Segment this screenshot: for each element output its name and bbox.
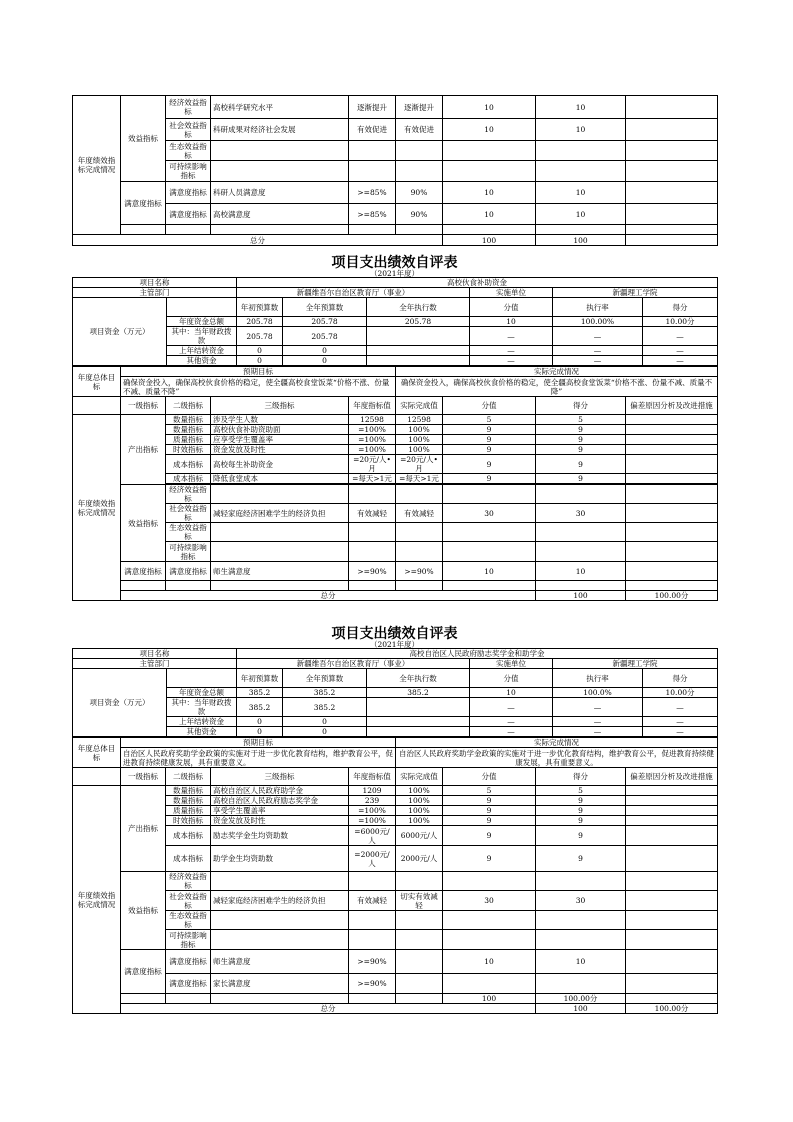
perf-label: 年度绩效指标完成情况 — [73, 786, 121, 1014]
table2-goal — [72, 366, 718, 397]
project-name-label: 项目名称 — [73, 278, 237, 288]
ind-h6: 分值 — [443, 397, 536, 415]
h-exec: 全年执行数 — [367, 669, 470, 688]
target-value: =100% — [349, 445, 396, 455]
ind-h4: 年度指标值 — [349, 397, 396, 415]
table3-indicators — [72, 767, 718, 1014]
score: 9 — [443, 474, 536, 484]
score: 10 — [443, 119, 536, 141]
actual-value: 逐渐提升 — [396, 96, 443, 119]
expected-goal: 自治区人民政府奖助学金政策的实施对于进一步优化教育结构，维护教育公平，促进教育持续健康发展，具有重要意义。 — [121, 748, 396, 768]
target-value: 有效促进 — [349, 119, 396, 141]
ind-h2: 二级指标 — [166, 397, 211, 415]
fund-label: 项目资金（万元） — [73, 298, 167, 366]
total-score: 100 — [536, 1004, 626, 1014]
fund-got: — — [643, 727, 718, 737]
table3-header — [72, 648, 718, 737]
got-score: 10 — [536, 119, 626, 141]
target-value: =6000元/人 — [349, 826, 396, 846]
target-value: =20元/人•月 — [349, 455, 396, 474]
total-label: 总分 — [121, 591, 536, 601]
dept: 新疆维吾尔自治区教育厅（事业） — [237, 288, 470, 298]
score: 9 — [443, 455, 536, 474]
actual-value: 100% — [396, 445, 443, 455]
total-got: 100 — [536, 235, 626, 246]
table2-year: （2021年度） — [369, 269, 420, 278]
unit: 新疆理工学院 — [553, 659, 718, 669]
indicator-l2: 生态效益指标 — [166, 911, 211, 930]
fund-full: 0 — [283, 346, 367, 356]
fund-score: 10 — [470, 688, 553, 698]
h-got: 得分 — [643, 669, 718, 688]
fund-row-label: 其中：当年财政拨款 — [167, 327, 237, 346]
target-value: 1209 — [349, 786, 396, 796]
table3-goal — [72, 737, 718, 768]
indicator-l2: 数量指标 — [166, 425, 211, 435]
h-score: 分值 — [470, 669, 553, 688]
h-initial: 年初预算数 — [237, 669, 283, 688]
score: 9 — [443, 806, 536, 816]
fund-score: — — [470, 346, 553, 356]
total-label: 总分 — [73, 235, 443, 246]
fund-row-label: 年度资金总额 — [167, 688, 237, 698]
score: 10 — [443, 562, 536, 581]
indicator-l3: 降低食堂成本 — [211, 474, 349, 484]
indicator-l3: 减轻家庭经济困难学生的经济负担 — [211, 504, 349, 523]
actual-value: 100% — [396, 796, 443, 806]
target-value: >=90% — [349, 950, 396, 974]
fund-exec: 205.78 — [367, 317, 470, 327]
score: 10 — [443, 950, 536, 974]
indicator-l3: 助学金生均资助数 — [211, 846, 349, 872]
got-score: 9 — [536, 445, 626, 455]
ind-h3: 三级指标 — [211, 768, 349, 786]
indicator-l2: 经济效益指标 — [166, 872, 211, 891]
unit-label: 实施单位 — [470, 288, 553, 298]
fund-exec — [367, 356, 470, 366]
ind-h2: 二级指标 — [166, 768, 211, 786]
fund-row-label: 年度资金总额 — [167, 317, 237, 327]
satisfaction-label: 满意度指标 — [121, 182, 166, 225]
indicator-l2: 社会效益指标 — [166, 504, 211, 523]
got-score: 10 — [536, 562, 626, 581]
project-name: 高校伙食补助资金 — [237, 278, 718, 288]
total-got: 100.00分 — [626, 591, 718, 601]
fund-got: — — [643, 327, 718, 346]
indicator-l2: 成本指标 — [166, 826, 211, 846]
score: 30 — [443, 504, 536, 523]
h-full: 全年预算数 — [283, 298, 367, 317]
deviation — [626, 96, 718, 119]
score: 9 — [443, 826, 536, 846]
dept-label: 主管部门 — [73, 659, 237, 669]
h-full: 全年预算数 — [283, 669, 367, 688]
indicator-l3: 资金发放及时性 — [211, 445, 349, 455]
fund-full: 0 — [283, 727, 367, 737]
score: 5 — [443, 786, 536, 796]
fund-initial: 385.2 — [237, 688, 283, 698]
total-score: 100 — [536, 591, 626, 601]
actual-value: 6000元/人 — [396, 826, 443, 846]
fund-full: 385.2 — [283, 698, 367, 717]
fund-rate: — — [553, 698, 643, 717]
fund-exec: 385.2 — [367, 688, 470, 698]
indicator-l3: 家长满意度 — [211, 974, 349, 994]
actual-value: 90% — [396, 204, 443, 225]
score: 9 — [443, 846, 536, 872]
indicator-l3: 享受学生覆盖率 — [211, 806, 349, 816]
got-score: 9 — [536, 796, 626, 806]
total-label: 总分 — [121, 1004, 536, 1014]
indicator-l2: 经济效益指标 — [166, 485, 211, 504]
fund-exec — [367, 346, 470, 356]
got-score: 30 — [536, 891, 626, 911]
indicator-l2: 生态效益指标 — [166, 523, 211, 542]
top-partial-table — [72, 95, 718, 246]
fund-full: 0 — [283, 717, 367, 727]
fund-got: — — [643, 346, 718, 356]
indicator-l2: 满意度指标 — [166, 182, 211, 204]
total-got: 100.00分 — [626, 1004, 718, 1014]
fund-full: 385.2 — [283, 688, 367, 698]
target-value: 239 — [349, 796, 396, 806]
expected-goal: 确保资金投入，确保高校伙食价格的稳定，使全疆高校食堂饭菜“价格不涨、份量不减、质量不降” — [121, 377, 396, 397]
deviation — [626, 182, 718, 204]
fund-full: 205.78 — [283, 317, 367, 327]
satisfaction-label: 满意度指标 — [121, 562, 166, 581]
score: 5 — [443, 415, 536, 425]
target-value: =100% — [349, 816, 396, 826]
indicator-l3: 高校自治区人民政府励志奖学金 — [211, 796, 349, 806]
indicator-l3: 励志奖学金生均资助数 — [211, 826, 349, 846]
target-value: >=85% — [349, 182, 396, 204]
table2-title: 项目支出绩效自评表 — [331, 255, 458, 271]
indicator-l3: 高校满意度 — [211, 204, 349, 225]
got-score: 9 — [536, 474, 626, 484]
got-score: 10 — [536, 96, 626, 119]
fund-rate: 100.0% — [553, 688, 643, 698]
h-rate: 执行率 — [553, 669, 643, 688]
score: 10 — [443, 182, 536, 204]
indicator-l2: 数量指标 — [166, 796, 211, 806]
fund-exec — [367, 727, 470, 737]
ind-h7: 得分 — [536, 768, 626, 786]
indicator-l3: 科研成果对经济社会发展 — [211, 119, 349, 141]
satisfaction-label: 满意度指标 — [121, 950, 166, 994]
actual-value — [396, 974, 443, 994]
indicator-l2: 满意度指标 — [166, 204, 211, 225]
indicator-l3: 科研人员满意度 — [211, 182, 349, 204]
perf-label: 年度绩效指标完成情况 — [73, 96, 121, 235]
target-value: >=90% — [349, 974, 396, 994]
ind-h8: 偏差原因分析及改进措施 — [626, 397, 718, 415]
ind-h6: 分值 — [443, 768, 536, 786]
got-score: 9 — [536, 846, 626, 872]
ind-h3: 三级指标 — [211, 397, 349, 415]
fund-rate: — — [553, 727, 643, 737]
fund-score: — — [470, 356, 553, 366]
ind-h7: 得分 — [536, 397, 626, 415]
fund-exec — [367, 698, 470, 717]
fund-got: — — [643, 356, 718, 366]
fund-got: — — [643, 698, 718, 717]
indicator-l3: 高校伙食补助资助面 — [211, 425, 349, 435]
got-score — [536, 974, 626, 994]
perf-label: 年度绩效指标完成情况 — [73, 415, 121, 601]
indicator-l2: 满意度指标 — [166, 562, 211, 581]
output-label: 产出指标 — [121, 415, 166, 485]
actual-value: >=90% — [396, 562, 443, 581]
target-value: =每天>1元 — [349, 474, 396, 484]
indicator-l3: 减轻家庭经济困难学生的经济负担 — [211, 891, 349, 911]
indicator-l2: 时效指标 — [166, 445, 211, 455]
fund-rate: 100.00% — [553, 317, 643, 327]
target-value: =100% — [349, 425, 396, 435]
deviation — [626, 119, 718, 141]
actual-value: =每天>1元 — [396, 474, 443, 484]
indicator-l3: 涉及学生人数 — [211, 415, 349, 425]
project-name-label: 项目名称 — [73, 649, 237, 659]
deviation — [626, 204, 718, 225]
indicator-l2: 质量指标 — [166, 435, 211, 445]
actual-value: 100% — [396, 435, 443, 445]
ind-h1: 一级指标 — [121, 768, 166, 786]
goal-label: 年度总体目标 — [73, 738, 121, 768]
actual-value: 有效减轻 — [396, 504, 443, 523]
expected-label: 预期目标 — [121, 738, 396, 748]
dept: 新疆维吾尔自治区教育厅（事业） — [237, 659, 470, 669]
indicator-l2: 可持续影响指标 — [166, 930, 211, 950]
got-score: 9 — [536, 455, 626, 474]
fund-got: 10.00分 — [643, 688, 718, 698]
fund-initial: 0 — [237, 356, 283, 366]
indicator-l2: 经济效益指标 — [166, 96, 211, 119]
target-value: 有效减轻 — [349, 504, 396, 523]
ind-h8: 偏差原因分析及改进措施 — [626, 768, 718, 786]
actual-value — [396, 950, 443, 974]
got-score: 5 — [536, 415, 626, 425]
got-score: 10 — [536, 950, 626, 974]
target-value: =100% — [349, 435, 396, 445]
fund-rate: — — [553, 327, 643, 346]
indicator-l3: 高校科学研究水平 — [211, 96, 349, 119]
indicator-l2: 可持续影响指标 — [166, 542, 211, 562]
indicator-l3: 应享受学生覆盖率 — [211, 435, 349, 445]
table2-header — [72, 277, 718, 366]
actual-goal: 自治区人民政府奖助学金政策的实施对于进一步优化教育结构，维护教育公平，促进教育持续健康发展，具有重要意义。 — [396, 748, 718, 768]
indicator-l2: 社会效益指标 — [166, 119, 211, 141]
got-score: 9 — [536, 816, 626, 826]
ind-h4: 年度指标值 — [349, 768, 396, 786]
indicator-l3: 高校自治区人民政府助学金 — [211, 786, 349, 796]
fund-initial: 0 — [237, 346, 283, 356]
table3-year: （2021年度） — [369, 640, 420, 649]
score: 9 — [443, 435, 536, 445]
table3-title: 项目支出绩效自评表 — [331, 626, 458, 642]
score: 10 — [443, 96, 536, 119]
fund-row-label: 其中：当年财政拨款 — [167, 698, 237, 717]
fund-full: 0 — [283, 356, 367, 366]
got-score: 9 — [536, 806, 626, 816]
actual-value: 2000元/人 — [396, 846, 443, 872]
indicator-l2: 满意度指标 — [166, 950, 211, 974]
expected-label: 预期目标 — [121, 367, 396, 377]
indicator-l3: 高校每生补助资金 — [211, 455, 349, 474]
fund-initial: 385.2 — [237, 698, 283, 717]
indicator-l3: 师生满意度 — [211, 950, 349, 974]
ind-h1: 一级指标 — [121, 397, 166, 415]
actual-value: 切实有效减轻 — [396, 891, 443, 911]
indicator-l2: 满意度指标 — [166, 974, 211, 994]
actual-value: 100% — [396, 425, 443, 435]
fund-full: 205.78 — [283, 327, 367, 346]
got-score: 9 — [536, 435, 626, 445]
unit-label: 实施单位 — [470, 659, 553, 669]
subtotal-score: 100 — [443, 994, 536, 1004]
actual-value: 90% — [396, 182, 443, 204]
target-value: 12598 — [349, 415, 396, 425]
unit: 新疆理工学院 — [553, 288, 718, 298]
actual-goal: 确保资金投入，确保高校伙食价格的稳定，使全疆高校食堂饭菜“价格不涨、份量不减、质量不降” — [396, 377, 718, 397]
fund-exec — [367, 717, 470, 727]
fund-exec — [367, 327, 470, 346]
got-score: 9 — [536, 425, 626, 435]
total-score: 100 — [443, 235, 536, 246]
indicator-l2: 成本指标 — [166, 474, 211, 484]
fund-label: 项目资金（万元） — [73, 669, 167, 737]
target-value: =2000元/人 — [349, 846, 396, 872]
actual-value: 100% — [396, 806, 443, 816]
fund-row-label: 上年结转资金 — [167, 346, 237, 356]
indicator-l3: 资金发放及时性 — [211, 816, 349, 826]
actual-value: 100% — [396, 816, 443, 826]
indicator-l3: 师生满意度 — [211, 562, 349, 581]
h-exec: 全年执行数 — [367, 298, 470, 317]
indicator-l2: 数量指标 — [166, 786, 211, 796]
score: 9 — [443, 796, 536, 806]
got-score: 10 — [536, 182, 626, 204]
target-value: >=85% — [349, 204, 396, 225]
fund-score: 10 — [470, 317, 553, 327]
indicator-l2: 可持续影响指标 — [166, 161, 211, 182]
dept-label: 主管部门 — [73, 288, 237, 298]
fund-initial: 0 — [237, 727, 283, 737]
fund-row-label: 其他资金 — [167, 727, 237, 737]
h-score: 分值 — [470, 298, 553, 317]
indicator-l2: 时效指标 — [166, 816, 211, 826]
actual-value: 12598 — [396, 415, 443, 425]
fund-initial: 0 — [237, 717, 283, 727]
benefit-label: 效益指标 — [121, 96, 166, 182]
output-label: 产出指标 — [121, 786, 166, 872]
fund-score: — — [470, 327, 553, 346]
fund-rate: — — [553, 717, 643, 727]
got-score: 5 — [536, 786, 626, 796]
fund-score: — — [470, 727, 553, 737]
target-value: 逐渐提升 — [349, 96, 396, 119]
fund-got: — — [643, 717, 718, 727]
actual-label: 实际完成情况 — [396, 738, 718, 748]
indicator-l2: 数量指标 — [166, 415, 211, 425]
h-initial: 年初预算数 — [237, 298, 283, 317]
got-score: 10 — [536, 204, 626, 225]
indicator-l2: 质量指标 — [166, 806, 211, 816]
project-name: 高校自治区人民政府励志奖学金和助学金 — [237, 649, 718, 659]
actual-value: 100% — [396, 786, 443, 796]
fund-rate: — — [553, 356, 643, 366]
fund-row-label: 其他资金 — [167, 356, 237, 366]
target-value: =100% — [349, 806, 396, 816]
goal-label: 年度总体目标 — [73, 367, 121, 397]
table2-indicators — [72, 396, 718, 601]
actual-value: =20元/人•月 — [396, 455, 443, 474]
got-score: 30 — [536, 504, 626, 523]
ind-h5: 实际完成值 — [396, 768, 443, 786]
subtotal-got: 100.00分 — [536, 994, 626, 1004]
ind-h5: 实际完成值 — [396, 397, 443, 415]
actual-label: 实际完成情况 — [396, 367, 718, 377]
fund-got: 10.00分 — [643, 317, 718, 327]
actual-value: 有效促进 — [396, 119, 443, 141]
score: 9 — [443, 816, 536, 826]
benefit-label: 效益指标 — [121, 485, 166, 562]
indicator-l2: 成本指标 — [166, 455, 211, 474]
indicator-l2: 成本指标 — [166, 846, 211, 872]
fund-row-label: 上年结转资金 — [167, 717, 237, 727]
target-value: 有效减轻 — [349, 891, 396, 911]
fund-initial: 205.78 — [237, 317, 283, 327]
got-score: 9 — [536, 826, 626, 846]
target-value: >=90% — [349, 562, 396, 581]
h-got: 得分 — [643, 298, 718, 317]
indicator-l2: 社会效益指标 — [166, 891, 211, 911]
score: 9 — [443, 445, 536, 455]
fund-score: — — [470, 698, 553, 717]
score: 9 — [443, 425, 536, 435]
fund-rate: — — [553, 346, 643, 356]
score — [443, 974, 536, 994]
fund-initial: 205.78 — [237, 327, 283, 346]
h-rate: 执行率 — [553, 298, 643, 317]
score: 30 — [443, 891, 536, 911]
fund-score: — — [470, 717, 553, 727]
benefit-label: 效益指标 — [121, 872, 166, 950]
score: 10 — [443, 204, 536, 225]
indicator-l2: 生态效益指标 — [166, 141, 211, 161]
